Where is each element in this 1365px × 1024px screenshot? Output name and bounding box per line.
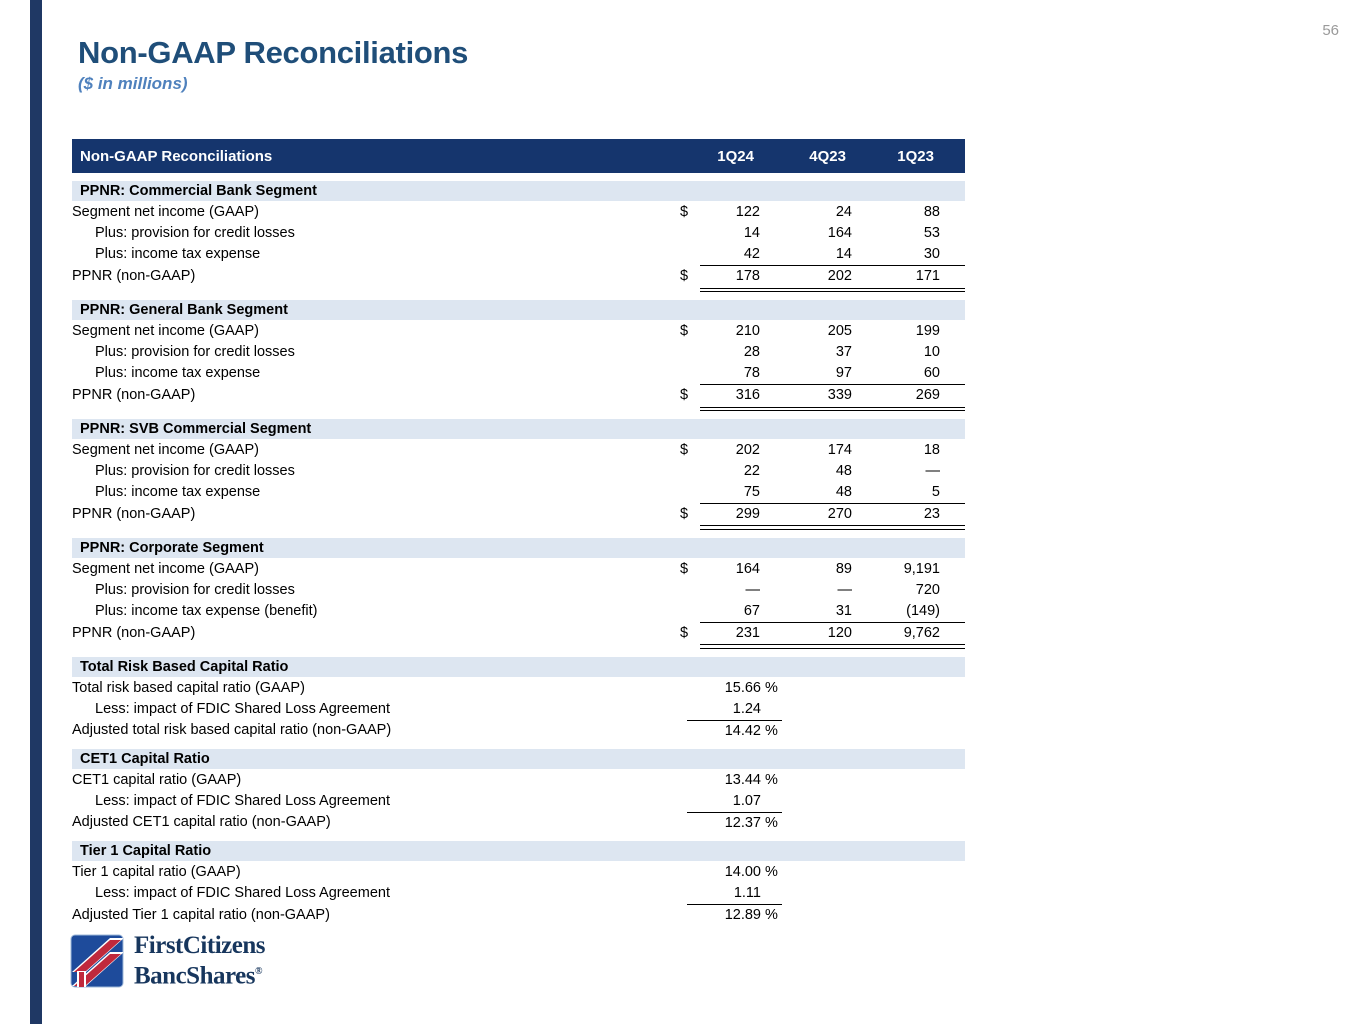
reconciliation-table	[72, 139, 965, 925]
value-cell: 14	[743, 225, 760, 242]
table-row	[72, 341, 965, 362]
value-cell: 88	[923, 203, 940, 220]
value-cells	[700, 482, 965, 503]
row-label: Plus: provision for credit losses	[95, 344, 295, 361]
percent-sign: %	[765, 907, 778, 924]
ratio-value: 13.44	[724, 771, 761, 788]
row-label: Tier 1 capital ratio (GAAP)	[72, 863, 241, 880]
section-header	[72, 841, 965, 861]
value-cells	[700, 244, 965, 265]
section-title: PPNR: SVB Commercial Segment	[80, 420, 312, 437]
value-cell: 18	[923, 441, 940, 458]
value-cell: 48	[835, 484, 852, 501]
value-cell: 30	[923, 246, 940, 263]
value-cell: 174	[827, 441, 852, 458]
slide-subtitle: ($ in millions)	[78, 73, 188, 93]
ratio-cell	[687, 720, 782, 741]
value-cells	[700, 222, 965, 243]
value-cell: 202	[735, 441, 760, 458]
value-cell: 78	[743, 365, 760, 382]
row-label: Adjusted CET1 capital ratio (non-GAAP)	[72, 814, 331, 831]
ratio-value: 1.07	[732, 793, 761, 810]
ratio-cell	[687, 677, 782, 698]
table-row	[72, 460, 965, 481]
row-label: Less: impact of FDIC Shared Loss Agreement	[95, 793, 390, 810]
row-label: Adjusted Tier 1 capital ratio (non-GAAP)	[72, 906, 330, 923]
dollar-sign: $	[680, 560, 689, 577]
table-row	[72, 579, 965, 600]
row-label: Plus: income tax expense	[95, 484, 261, 501]
value-cells	[700, 622, 965, 643]
value-cell: 42	[743, 246, 760, 263]
table-row	[72, 677, 965, 698]
value-cell: 205	[827, 322, 852, 339]
table-row	[72, 439, 965, 460]
ratio-cell	[687, 861, 782, 882]
page-number: 56	[1322, 22, 1339, 39]
dollar-sign: $	[680, 441, 689, 458]
table-row	[72, 201, 965, 222]
row-label: Less: impact of FDIC Shared Loss Agreement	[95, 885, 390, 902]
value-cell: 23	[923, 506, 940, 523]
value-cell: 67	[743, 603, 760, 620]
row-label: Plus: income tax expense	[95, 365, 261, 382]
percent-sign: %	[765, 722, 778, 739]
double-rule	[700, 288, 965, 292]
value-cell: 210	[735, 322, 760, 339]
value-cell: 60	[923, 365, 940, 382]
section-header	[72, 419, 965, 439]
value-cells	[700, 439, 965, 460]
dollar-sign: $	[680, 505, 689, 522]
ratio-value: 15.66	[724, 679, 761, 696]
ratio-value: 14.42	[724, 722, 761, 739]
value-cell: 5	[931, 484, 940, 501]
dollar-sign: $	[680, 203, 689, 220]
value-cell: 28	[743, 344, 760, 361]
table-row	[72, 790, 965, 811]
value-cell: 53	[923, 225, 940, 242]
row-label: Segment net income (GAAP)	[72, 322, 259, 339]
row-label: Segment net income (GAAP)	[72, 441, 259, 458]
value-cells	[700, 363, 965, 384]
value-cell: 720	[915, 581, 940, 598]
ratio-value: 1.24	[732, 700, 761, 717]
value-cell: 178	[735, 268, 760, 285]
logo-line1: FirstCitizens	[134, 932, 265, 959]
first-citizens-flag-icon	[70, 934, 124, 988]
section-header	[72, 657, 965, 677]
dollar-sign: $	[680, 267, 689, 284]
double-rule	[700, 525, 965, 529]
logo-wordmark	[134, 933, 265, 989]
table-row	[72, 558, 965, 579]
percent-sign: %	[765, 679, 778, 696]
row-label: Plus: provision for credit losses	[95, 462, 295, 479]
value-cell: 164	[735, 560, 760, 577]
value-cell: 231	[735, 625, 760, 642]
row-label: Less: impact of FDIC Shared Loss Agreement	[95, 700, 390, 717]
section-title: PPNR: Commercial Bank Segment	[80, 183, 317, 199]
value-cell: 339	[827, 387, 852, 404]
double-rule	[700, 407, 965, 411]
ratio-cell	[687, 904, 782, 925]
section-header	[72, 749, 965, 769]
value-cell: 31	[835, 603, 852, 620]
double-rule	[700, 644, 965, 648]
table-row	[72, 812, 965, 833]
section-title: PPNR: Corporate Segment	[80, 539, 264, 556]
value-cells	[700, 265, 965, 286]
table-row	[72, 265, 965, 286]
column-header-1q24: 1Q24	[717, 147, 754, 165]
table-row	[72, 222, 965, 243]
value-cells	[700, 460, 965, 481]
ratio-value: 12.37	[724, 814, 761, 831]
table-header-row	[72, 139, 965, 173]
value-cell: 22	[743, 462, 760, 479]
value-cells	[700, 201, 965, 222]
slide-title: Non-GAAP Reconciliations	[78, 35, 469, 70]
value-cell: 316	[735, 387, 760, 404]
row-label: Plus: income tax expense	[95, 246, 261, 263]
column-header-1q23: 1Q23	[897, 147, 934, 165]
percent-sign: %	[765, 863, 778, 880]
row-label: Segment net income (GAAP)	[72, 560, 259, 577]
value-cell: 199	[915, 322, 940, 339]
left-accent-bar	[30, 0, 42, 1024]
row-label: PPNR (non-GAAP)	[72, 386, 196, 403]
value-cell: 24	[835, 203, 852, 220]
section-title: Tier 1 Capital Ratio	[80, 843, 212, 860]
table-row	[72, 363, 965, 384]
table-row	[72, 384, 965, 405]
row-label: Segment net income (GAAP)	[72, 203, 259, 220]
value-cell: 9,191	[903, 560, 940, 577]
row-label: PPNR (non-GAAP)	[72, 624, 196, 641]
dollar-sign: $	[680, 624, 689, 641]
row-label: Total risk based capital ratio (GAAP)	[72, 679, 305, 696]
value-cell: 9,762	[903, 625, 940, 642]
section-header	[72, 538, 965, 558]
value-cell: 48	[835, 462, 852, 479]
value-cells	[700, 579, 965, 600]
table-row	[72, 482, 965, 503]
dollar-sign: $	[680, 386, 689, 403]
table-row	[72, 883, 965, 904]
value-cell: (149)	[906, 603, 940, 620]
value-cell: 75	[743, 484, 760, 501]
ratio-cell	[687, 883, 782, 904]
section-title: CET1 Capital Ratio	[80, 750, 210, 767]
row-label: Plus: income tax expense (benefit)	[95, 603, 318, 620]
table-row	[72, 698, 965, 719]
logo-line2: BancShares®	[134, 962, 262, 990]
table-header-columns	[700, 148, 965, 165]
table-row	[72, 861, 965, 882]
table-row	[72, 622, 965, 643]
company-logo	[70, 933, 265, 989]
value-cells	[700, 558, 965, 579]
row-label: PPNR (non-GAAP)	[72, 505, 196, 522]
row-label: Adjusted total risk based capital ratio (non-GAAP)	[72, 722, 392, 739]
table-row	[72, 904, 965, 925]
table-row	[72, 601, 965, 622]
value-cell: 89	[835, 560, 852, 577]
ratio-cell	[687, 790, 782, 811]
value-cell: 164	[827, 225, 852, 242]
ratio-value: 14.00	[724, 863, 761, 880]
value-cell: 270	[827, 506, 852, 523]
value-cell: 120	[827, 625, 852, 642]
dollar-sign: $	[680, 322, 689, 339]
value-cell: 14	[835, 246, 852, 263]
section-title: Total Risk Based Capital Ratio	[80, 658, 289, 675]
row-label: PPNR (non-GAAP)	[72, 267, 196, 284]
value-cell: —	[925, 462, 940, 479]
ratio-cell	[687, 769, 782, 790]
section-header	[72, 181, 965, 201]
table-sections	[72, 181, 965, 925]
ratio-cell	[687, 698, 782, 719]
value-cell: 97	[835, 365, 852, 382]
table-header-title: Non-GAAP Reconciliations	[80, 147, 273, 165]
value-cell: —	[837, 581, 852, 598]
table-row	[72, 503, 965, 524]
table-row	[72, 320, 965, 341]
value-cells	[700, 601, 965, 622]
value-cells	[700, 503, 965, 524]
value-cell: 122	[735, 203, 760, 220]
ratio-value: 1.11	[733, 885, 761, 902]
row-label: Plus: provision for credit losses	[95, 581, 295, 598]
ratio-value: 12.89	[724, 907, 761, 924]
table-row	[72, 244, 965, 265]
value-cell: 299	[735, 506, 760, 523]
percent-sign: %	[765, 771, 778, 788]
row-label: Plus: provision for credit losses	[95, 225, 295, 242]
section-title: PPNR: General Bank Segment	[80, 301, 288, 318]
column-header-4q23: 4Q23	[809, 147, 846, 165]
row-label: CET1 capital ratio (GAAP)	[72, 771, 242, 788]
percent-sign: %	[765, 814, 778, 831]
value-cells	[700, 341, 965, 362]
value-cells	[700, 384, 965, 405]
value-cells	[700, 320, 965, 341]
header-pad	[940, 148, 965, 165]
value-cell: 10	[923, 344, 940, 361]
slide-header	[78, 36, 468, 94]
value-cell: 171	[915, 268, 940, 285]
ratio-cell	[687, 812, 782, 833]
section-header	[72, 300, 965, 320]
table-row	[72, 769, 965, 790]
table-row	[72, 720, 965, 741]
value-cell: 37	[835, 344, 852, 361]
value-cell: 202	[827, 268, 852, 285]
registered-mark: ®	[254, 966, 262, 977]
value-cell: —	[745, 581, 760, 598]
value-cell: 269	[915, 387, 940, 404]
